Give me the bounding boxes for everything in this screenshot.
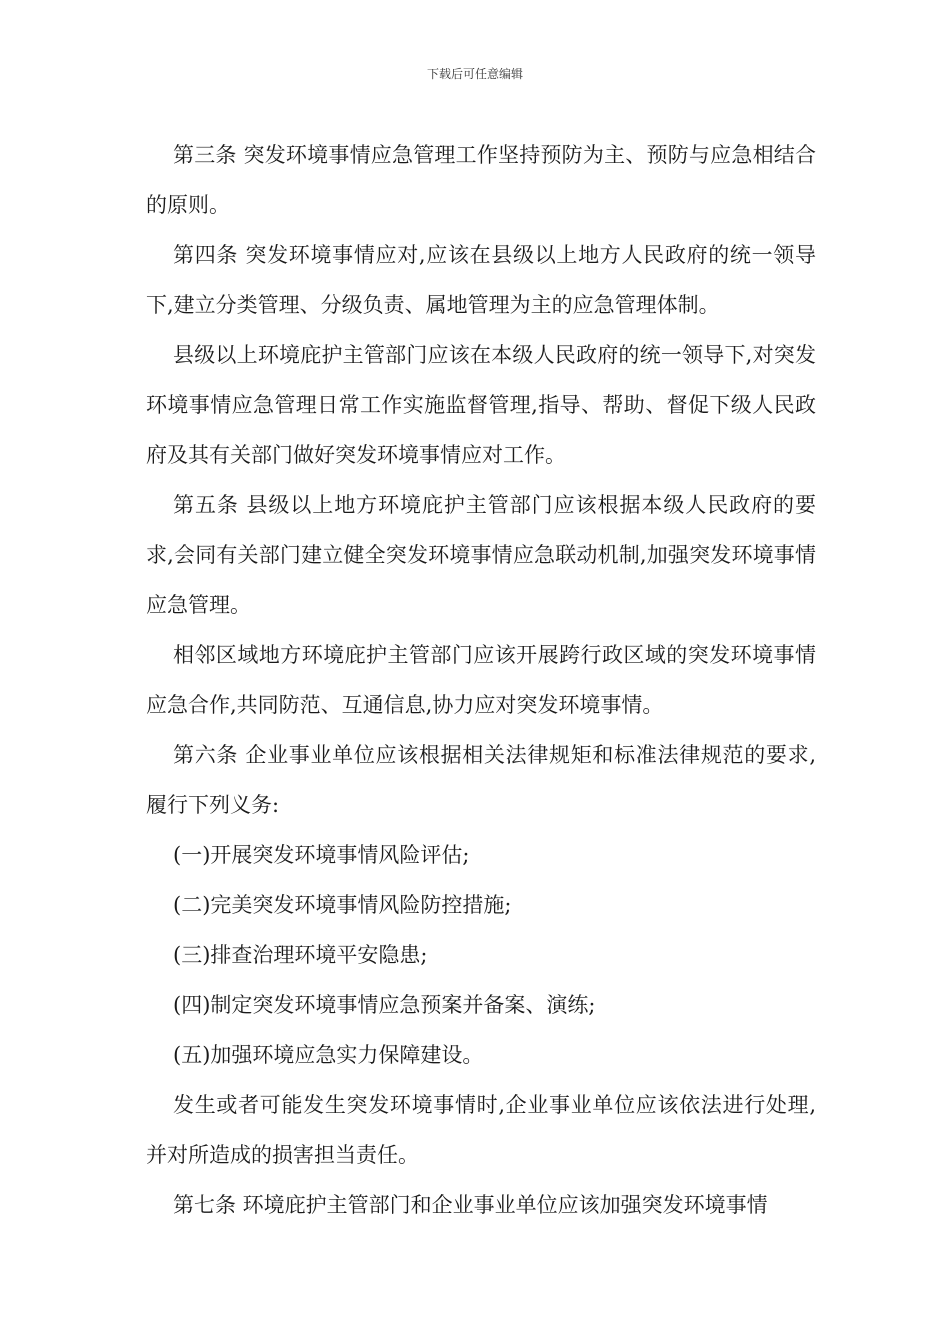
paragraph-article-4-sub: 县级以上环境庇护主管部门应该在本级人民政府的统一领导下,对突发环境事情应急管理日常工作实施监督管理,指导、帮助、督促下级人民政府及其有关部门做好突发环境事情应对工作。	[146, 343, 816, 467]
paragraph-article-5-sub: 相邻区域地方环境庇护主管部门应该开展跨行政区域的突发环境事情应急合作,共同防范、互通信息,协力应对突发环境事情。	[146, 643, 816, 717]
paragraph-article-6: 第六条 企业事业单位应该根据相关法律规矩和标准法律规范的要求,履行下列义务:	[146, 743, 816, 817]
paragraph-article-6-sub: 发生或者可能发生突发环境事情时,企业事业单位应该依法进行处理,并对所造成的损害担当责任。	[146, 1093, 816, 1167]
list-item-5: (五)加强环境应急实力保障建设。	[173, 1043, 484, 1067]
list-item-2: (二)完美突发环境事情风险防控措施;	[173, 893, 512, 917]
list-item-3: (三)排查治理环境平安隐患;	[173, 943, 428, 967]
paragraph-article-4: 第四条 突发环境事情应对,应该在县级以上地方人民政府的统一领导下,建立分类管理、分级负责、属地管理为主的应急管理体制。	[146, 243, 816, 317]
page-header: 下载后可任意编辑	[426, 67, 523, 81]
list-item-4: (四)制定突发环境事情应急预案并备案、演练;	[173, 993, 596, 1017]
paragraph-article-3: 第三条 突发环境事情应急管理工作坚持预防为主、预防与应急相结合的原则。	[146, 143, 816, 217]
document-body	[146, 130, 816, 1230]
paragraph-article-7: 第七条 环境庇护主管部门和企业事业单位应该加强突发环境事情	[173, 1193, 768, 1217]
list-item-1: (一)开展突发环境事情风险评估;	[173, 843, 470, 867]
paragraph-article-5: 第五条 县级以上地方环境庇护主管部门应该根据本级人民政府的要求,会同有关部门建立健全突发环境事情应急联动机制,加强突发环境事情应急管理。	[146, 493, 816, 617]
